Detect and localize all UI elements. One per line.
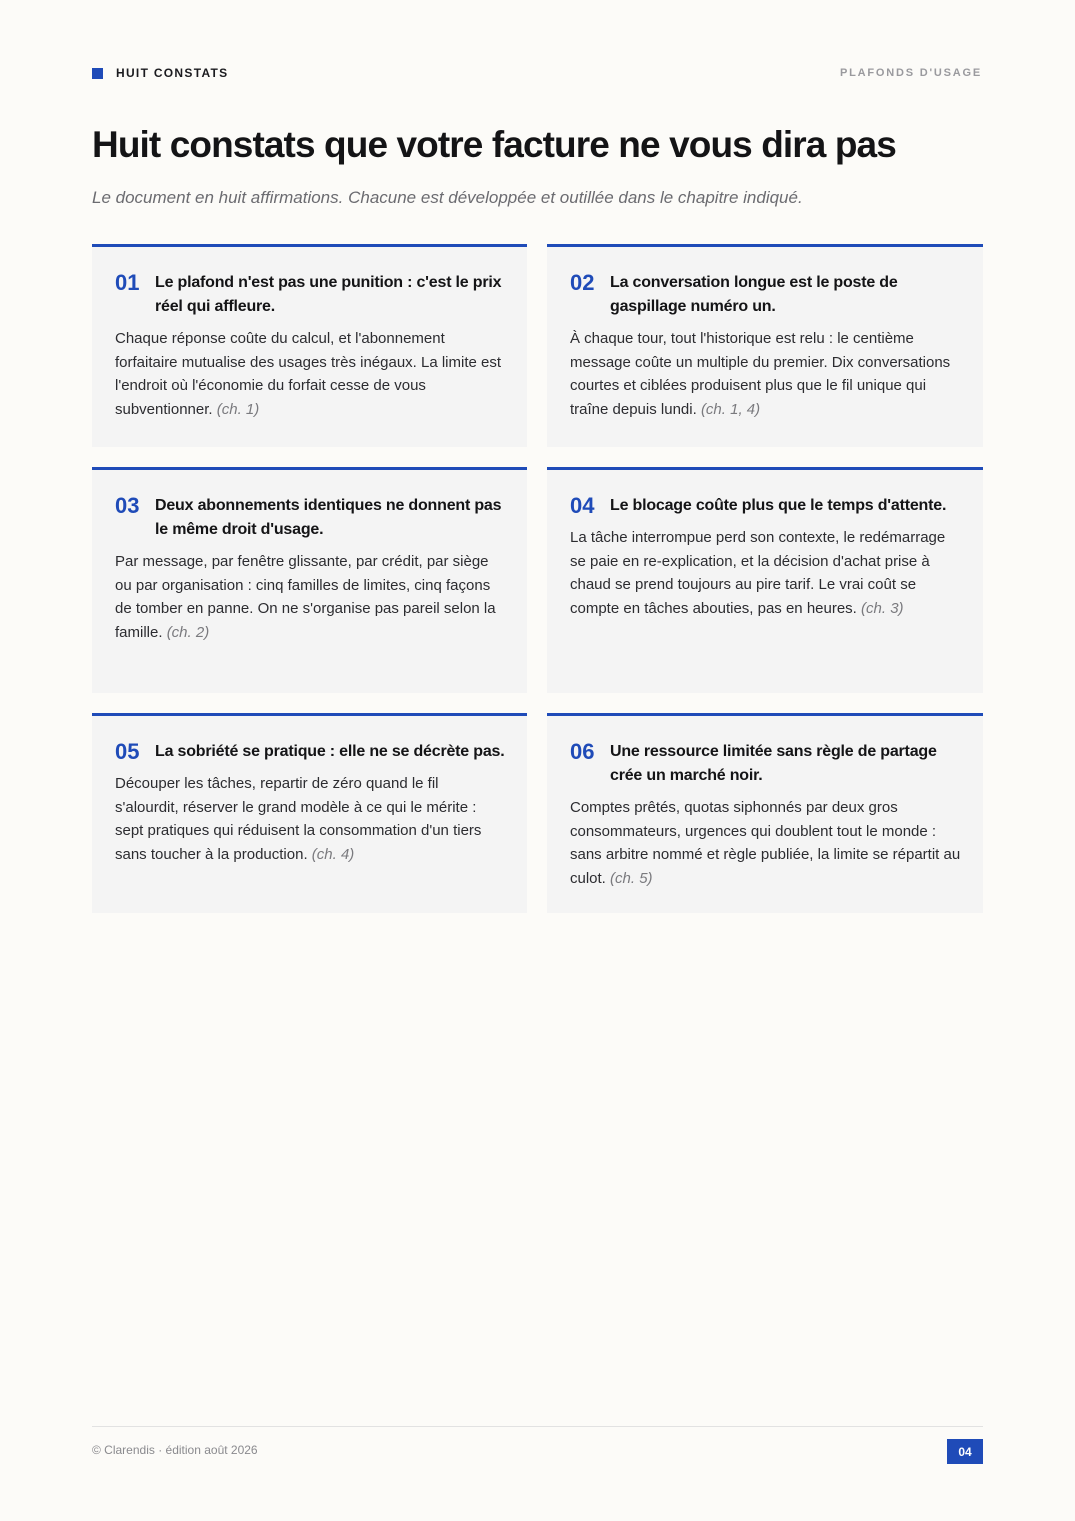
findings-grid xyxy=(92,244,983,913)
footer-copyright: © Clarendis · édition août 2026 xyxy=(92,1443,258,1457)
finding-number: 04 xyxy=(570,493,595,518)
chapter-reference: (ch. 1) xyxy=(216,401,260,419)
finding-card-05 xyxy=(92,713,527,913)
finding-card-01 xyxy=(92,244,527,447)
footer-divider xyxy=(92,1426,983,1427)
finding-text: Découper les tâches, repartir de zéro quand le fil s'alourdit, réserver le grand modèle à ce qui le mérite : sept pratiques qui réduisent la consommation d'un tiers sans toucher à la production. xyxy=(115,775,482,864)
document-name: PLAFONDS D'USAGE xyxy=(839,67,982,79)
section-label-text: HUIT CONSTATS xyxy=(116,66,229,80)
section-label xyxy=(92,66,228,80)
finding-text: Comptes prêtés, quotas siphonnés par deux gros consommateurs, urgences qui doublent tout le monde : sans arbitre nommé et règle publiée, la limite se répartit au culot. xyxy=(570,799,961,888)
finding-number: 03 xyxy=(115,493,140,518)
finding-body xyxy=(115,772,505,867)
chapter-reference: (ch. 3) xyxy=(861,600,904,618)
finding-text: Chaque réponse coûte du calcul, et l'abonnement forfaitaire mutualise des usages très inégaux. La limite est l'endroit où l'économie du forfait cesse de vous subventionner. xyxy=(115,330,502,419)
chapter-reference: (ch. 5) xyxy=(610,870,653,888)
finding-text: À chaque tour, tout l'historique est relu : le centième message coûte un multiple du premier. Dix conversations courtes et ciblées produisent plus que le fil unique qui traîne depuis lundi. xyxy=(570,330,951,419)
finding-number: 06 xyxy=(570,739,595,764)
finding-body xyxy=(570,327,961,422)
finding-body xyxy=(115,327,505,422)
chapter-reference: (ch. 4) xyxy=(311,846,355,864)
finding-heading: La conversation longue est le poste de gaspillage numéro un. xyxy=(610,274,898,315)
finding-heading: La sobriété se pratique : elle ne se décrète pas. xyxy=(155,743,505,760)
finding-card-06 xyxy=(547,713,983,913)
page-subtitle: Le document en huit affirmations. Chacune est développée et outillée dans le chapitre indiqué. xyxy=(92,188,803,207)
finding-heading: Le blocage coûte plus que le temps d'attente. xyxy=(610,497,947,514)
finding-heading: Deux abonnements identiques ne donnent pas le même droit d'usage. xyxy=(155,497,502,538)
finding-body xyxy=(115,550,505,645)
page-number-badge: 04 xyxy=(947,1439,983,1464)
finding-card-04 xyxy=(547,467,983,693)
finding-text: La tâche interrompue perd son contexte, le redémarrage se paie en re-explication, et la décision d'achat prise à chaud se prend toujours au pire tarif. Le vrai coût se compte en tâches abouties, pas en heures. xyxy=(570,529,946,618)
chapter-reference: (ch. 2) xyxy=(166,624,210,642)
finding-card-03 xyxy=(92,467,527,693)
chapter-reference: (ch. 1, 4) xyxy=(700,401,761,419)
finding-card-02 xyxy=(547,244,983,447)
finding-number: 05 xyxy=(115,739,140,764)
finding-heading: Une ressource limitée sans règle de partage crée un marché noir. xyxy=(610,743,937,784)
finding-number: 01 xyxy=(115,270,140,295)
finding-number: 02 xyxy=(570,270,595,295)
page-header xyxy=(92,66,982,82)
section-square-icon xyxy=(92,68,103,79)
page-title: Huit constats que votre facture ne vous dira pas xyxy=(92,124,896,165)
finding-body xyxy=(570,526,961,621)
finding-body xyxy=(570,796,961,891)
finding-text: Par message, par fenêtre glissante, par crédit, par siège ou par organisation : cinq familles de limites, cinq façons de tomber en panne. On ne s'organise pas pareil selon la famille. xyxy=(115,553,496,642)
finding-heading: Le plafond n'est pas une punition : c'est le prix réel qui affleure. xyxy=(155,274,502,315)
